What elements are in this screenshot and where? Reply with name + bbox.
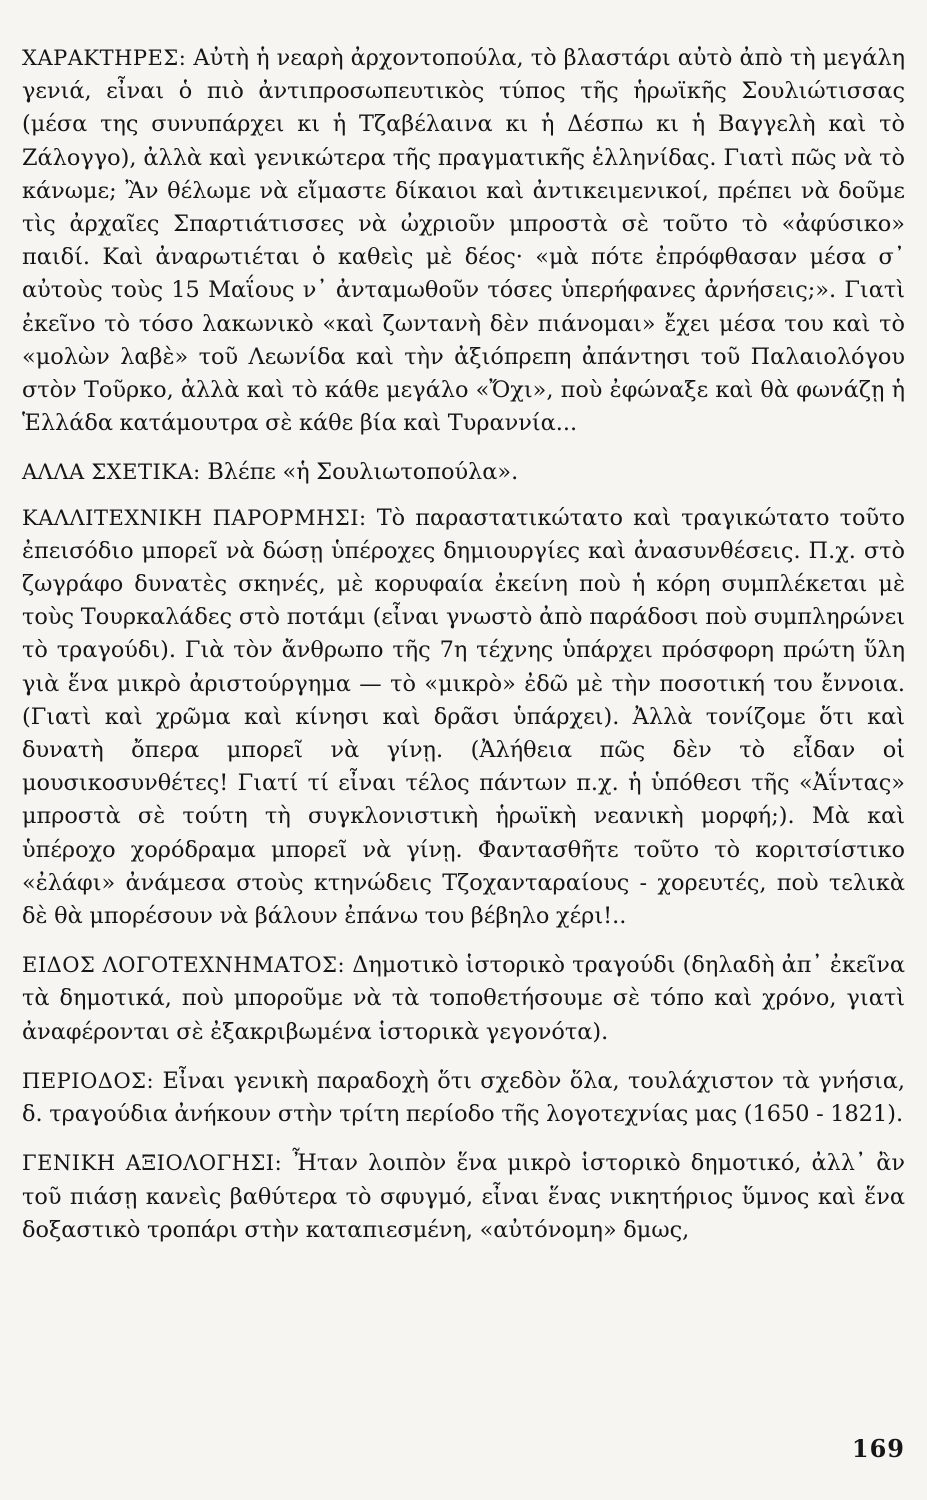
section-text: Εἶναι γενικὴ παραδοχὴ ὅτι σχεδὸν ὅλα, τουλάχιστον τὰ γνήσια, δ. τραγούδια ἀνήκουν στὴν τρίτη περίοδο τῆς λογοτεχνίας μας (1650 - 1821). [22, 1067, 905, 1128]
section-text: Δημοτικὸ ἱστορικὸ τραγούδι (δηλαδὴ ἀπ᾽ ἐκεῖνα τὰ δημοτικά, ποὺ μποροῦμε νὰ τὰ τοποθετήσουμε σὲ τόπο καὶ χρόνο, γιατὶ ἀναφέρονται σὲ ἐξακριβωμένα ἱστορικὰ γεγονότα). [22, 952, 905, 1045]
section-text: Αὐτὴ ἡ νεαρὴ ἀρχοντοπούλα, τὸ βλαστάρι αὐτὸ ἀπὸ τὴ μεγάλη γενιά, εἶναι ὁ πιὸ ἀντιπροσωπευτικὸς τύπος τῆς ἡρωϊκῆς Σουλιώτισσας (μέσα της συνυπάρχει κι ἡ Τζαβέλαινα κι ἡ Δέσπω κι ἡ Βαγγελὴ καὶ τὸ Ζάλογγο), ἀλλὰ καὶ γενικώτερα τῆς πραγματικῆς ἑλληνίδας. Γιατὶ πῶς νὰ τὸ κάνωμε; Ἂν θέλωμε νὰ εἴμαστε δίκαιοι καὶ ἀντικειμενικοί, πρέπει νὰ δοῦμε τὶς ἀρχαῖες Σπαρτιάτισσες νὰ ὠχριοῦν μπροστὰ σὲ τοῦτο τὸ «ἀφύσικο» παιδί. Καὶ ἀναρωτιέται ὁ καθεὶς μὲ δέος· «μὰ πότε ἐπρόφθασαν μέσα σ᾽ αὐτοὺς τοὺς 15 Μαΐους ν᾽ ἀνταμωθοῦν τόσες ὑπερήφανες ἀρνήσεις;». Γιατὶ ἐκεῖνο τὸ τόσο λακωνικὸ «καὶ ζωντανὴ δὲν πιάνομαι» ἔχει μέσα του καὶ τὸ «μολὼν λαβὲ» τοῦ Λεωνίδα καὶ τὴν ἀξιόπρεπη ἀπάντησι τοῦ Παλαιολόγου στὸν Τοῦρκο, ἀλλὰ καὶ τὸ κάθε μεγάλο «Ὄχι», ποὺ ἐφώναξε καὶ θὰ φωνάζῃ ἡ Ἑλλάδα κατάμουτρα σὲ κάθε βία καὶ Τυραννία... [22, 45, 905, 437]
section-text: Ἦταν λοιπὸν ἕνα μικρὸ ἱστορικὸ δημοτικό, ἀλλ᾽ ἂν τοῦ πιάσῃ κανεὶς βαθύτερα τὸ σφυγμό, εἶναι ἕνας νικητήριος ὕμνος καὶ ἕνα δοξαστικὸ τροπάρι στὴν καταπιεσμένη, «αὐτόνομη» δμως, [22, 1150, 905, 1243]
section-related [22, 456, 905, 489]
section-heading: ΧΑΡΑΚΤΗΡΕΣ: [22, 46, 187, 70]
section-heading: ΚΑΛΛΙΤΕΧΝΙΚΗ ΠΑΡΟΡΜΗΣΙ: [22, 505, 367, 530]
section-artistic-inspiration [22, 502, 905, 934]
section-text: Βλέπε «ἡ Σουλιωτοπούλα». [207, 459, 519, 486]
section-heading: ΓΕΝΙΚΗ ΑΞΙΟΛΟΓΗΣΙ: [22, 1151, 283, 1176]
section-text: Τὸ παραστατικώτατο καὶ τραγικώτατο τοῦτο ἐπεισόδιο μπορεῖ νὰ δώσῃ ὑπέροχες δημιουργίες καὶ ἀνασυνθέσεις. Π.χ. στὸ ζωγράφο δυνατὲς σκηνές, μὲ κορυφαία ἐκείνη ποὺ ἡ κόρη συμπλέκεται μὲ τοὺς Τουρκαλάδες στὸ ποτάμι (εἶναι γνωστὸ ἀπὸ παράδοσι ποὺ συμπληρώνει τὸ τραγούδι). Γιὰ τὸν ἄνθρωπο τῆς 7η τέχνης ὑπάρχει πρόσφορη πρώτη ὕλη γιὰ ἕνα μικρὸ ἀριστούργημα — τὸ «μικρὸ» ἐδῶ μὲ τὴν ποσοτική του ἔννοια. (Γιατὶ καὶ χρῶμα καὶ κίνησι καὶ δρᾶσι ὑπάρχει). Ἀλλὰ τονίζομε ὅτι καὶ δυνατὴ ὄπερα μπορεῖ νὰ γίνῃ. (Ἀλήθεια πῶς δὲν τὸ εἶδαν οἱ μουσικοσυνθέτες! Γιατί τί εἶναι τέλος πάντων π.χ. ἡ ὑπόθεσι τῆς «Ἀΐντας» μπροστὰ σὲ τούτη τὴ συγκλονιστικὴ ἡρωϊκὴ νεανικὴ μορφή;). Μὰ καὶ ὑπέροχο χορόδραμα μπορεῖ νὰ γίνῃ. Φαντασθῆτε τοῦτο τὸ κοριτσίστικο «ἐλάφι» ἀνάμεσα στοὺς κτηνώδεις Τζοχανταραίους - χορευτές, ποὺ τελικὰ δὲ θὰ μπορέσουν νὰ βάλουν ἐπάνω του βέβηλο χέρι!.. [22, 504, 905, 930]
section-heading: ΕΙΔΟΣ ΛΟΓΟΤΕΧΝΗΜΑΤΟΣ: [22, 953, 346, 978]
section-literary-genre [22, 949, 905, 1049]
section-heading: ΠΕΡΙΟΔΟΣ: [22, 1068, 155, 1093]
page-number: 169 [851, 1434, 905, 1463]
section-period [22, 1065, 905, 1131]
section-heading: ΑΛΛΑ ΣΧΕΤΙΚΑ: [22, 460, 201, 485]
section-general-evaluation [22, 1147, 905, 1247]
section-characters [22, 42, 905, 440]
